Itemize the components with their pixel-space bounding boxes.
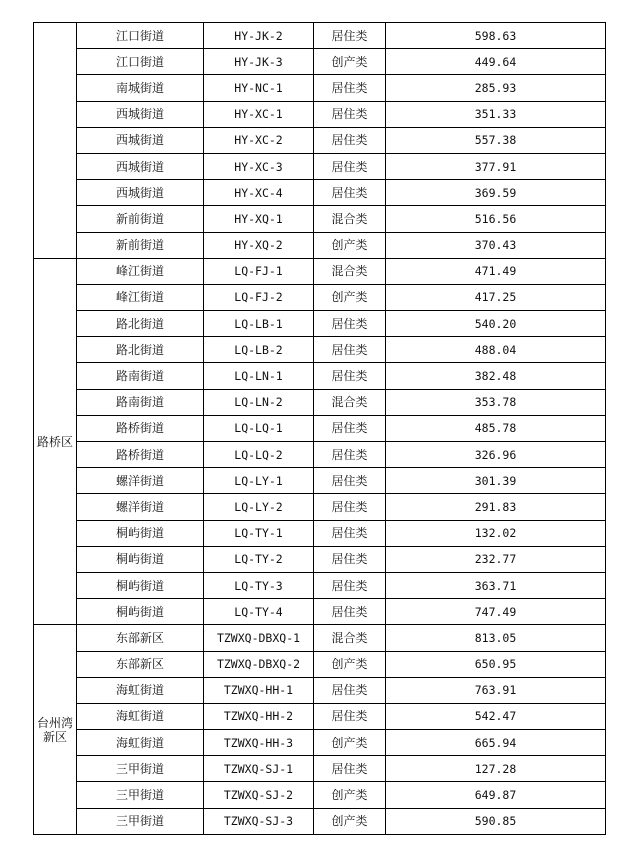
table-row	[34, 520, 606, 546]
street-cell: 东部新区	[77, 625, 204, 651]
table-body	[34, 23, 606, 835]
street-cell: 西城街道	[77, 153, 204, 179]
type-cell: 居住类	[314, 101, 386, 127]
value-cell: 417.25	[386, 284, 606, 310]
code-cell: HY-NC-1	[204, 75, 314, 101]
value-cell: 540.20	[386, 311, 606, 337]
code-cell: TZWXQ-HH-3	[204, 730, 314, 756]
value-cell: 132.02	[386, 520, 606, 546]
value-cell: 127.28	[386, 756, 606, 782]
code-cell: LQ-LB-1	[204, 311, 314, 337]
type-cell: 居住类	[314, 23, 386, 49]
type-cell: 居住类	[314, 756, 386, 782]
table-row	[34, 284, 606, 310]
table-row	[34, 546, 606, 572]
code-cell: TZWXQ-HH-2	[204, 703, 314, 729]
table-row	[34, 415, 606, 441]
value-cell: 232.77	[386, 546, 606, 572]
code-cell: LQ-TY-3	[204, 572, 314, 598]
type-cell: 居住类	[314, 468, 386, 494]
code-cell: LQ-TY-4	[204, 599, 314, 625]
street-cell: 南城街道	[77, 75, 204, 101]
table-row	[34, 180, 606, 206]
type-cell: 创产类	[314, 232, 386, 258]
table-row	[34, 75, 606, 101]
code-cell: HY-XC-2	[204, 127, 314, 153]
type-cell: 创产类	[314, 651, 386, 677]
table-row	[34, 468, 606, 494]
value-cell: 377.91	[386, 153, 606, 179]
code-cell: LQ-LY-1	[204, 468, 314, 494]
type-cell: 创产类	[314, 284, 386, 310]
code-cell: HY-XC-1	[204, 101, 314, 127]
street-cell: 桐屿街道	[77, 572, 204, 598]
street-cell: 峰江街道	[77, 258, 204, 284]
street-cell: 桐屿街道	[77, 599, 204, 625]
street-cell: 螺洋街道	[77, 468, 204, 494]
value-cell: 649.87	[386, 782, 606, 808]
code-cell: LQ-TY-1	[204, 520, 314, 546]
type-cell: 居住类	[314, 599, 386, 625]
table-row	[34, 677, 606, 703]
street-cell: 西城街道	[77, 180, 204, 206]
type-cell: 居住类	[314, 363, 386, 389]
street-cell: 三甲街道	[77, 808, 204, 834]
value-cell: 370.43	[386, 232, 606, 258]
value-cell: 665.94	[386, 730, 606, 756]
code-cell: TZWXQ-SJ-1	[204, 756, 314, 782]
code-cell: LQ-LQ-2	[204, 442, 314, 468]
street-cell: 海虹街道	[77, 677, 204, 703]
type-cell: 居住类	[314, 546, 386, 572]
type-cell: 创产类	[314, 782, 386, 808]
value-cell: 485.78	[386, 415, 606, 441]
value-cell: 557.38	[386, 127, 606, 153]
value-cell: 813.05	[386, 625, 606, 651]
value-cell: 650.95	[386, 651, 606, 677]
value-cell: 291.83	[386, 494, 606, 520]
type-cell: 居住类	[314, 442, 386, 468]
code-cell: LQ-TY-2	[204, 546, 314, 572]
type-cell: 创产类	[314, 808, 386, 834]
street-cell: 桐屿街道	[77, 520, 204, 546]
table-row	[34, 153, 606, 179]
street-cell: 螺洋街道	[77, 494, 204, 520]
table-row	[34, 337, 606, 363]
type-cell: 混合类	[314, 258, 386, 284]
type-cell: 居住类	[314, 572, 386, 598]
street-cell: 新前街道	[77, 232, 204, 258]
table-row	[34, 101, 606, 127]
street-cell: 海虹街道	[77, 703, 204, 729]
street-cell: 路桥街道	[77, 415, 204, 441]
table-row	[34, 572, 606, 598]
table-row	[34, 232, 606, 258]
table-row	[34, 703, 606, 729]
value-cell: 382.48	[386, 363, 606, 389]
value-cell: 353.78	[386, 389, 606, 415]
code-cell: TZWXQ-DBXQ-1	[204, 625, 314, 651]
street-cell: 路北街道	[77, 311, 204, 337]
value-cell: 301.39	[386, 468, 606, 494]
street-cell: 三甲街道	[77, 782, 204, 808]
street-cell: 路北街道	[77, 337, 204, 363]
street-cell: 西城街道	[77, 127, 204, 153]
code-cell: TZWXQ-SJ-3	[204, 808, 314, 834]
table-row	[34, 782, 606, 808]
data-table	[33, 22, 606, 835]
street-cell: 西城街道	[77, 101, 204, 127]
type-cell: 居住类	[314, 75, 386, 101]
table-row	[34, 127, 606, 153]
value-cell: 285.93	[386, 75, 606, 101]
street-cell: 路南街道	[77, 389, 204, 415]
code-cell: HY-XQ-1	[204, 206, 314, 232]
type-cell: 混合类	[314, 389, 386, 415]
code-cell: LQ-LB-2	[204, 337, 314, 363]
district-cell: 台州湾新区	[34, 625, 77, 835]
value-cell: 449.64	[386, 49, 606, 75]
street-cell: 峰江街道	[77, 284, 204, 310]
value-cell: 598.63	[386, 23, 606, 49]
type-cell: 居住类	[314, 520, 386, 546]
street-cell: 路南街道	[77, 363, 204, 389]
table-row	[34, 730, 606, 756]
code-cell: TZWXQ-HH-1	[204, 677, 314, 703]
table-row	[34, 442, 606, 468]
value-cell: 471.49	[386, 258, 606, 284]
table-row	[34, 389, 606, 415]
value-cell: 363.71	[386, 572, 606, 598]
type-cell: 居住类	[314, 337, 386, 363]
type-cell: 居住类	[314, 677, 386, 703]
street-cell: 新前街道	[77, 206, 204, 232]
street-cell: 路桥街道	[77, 442, 204, 468]
code-cell: HY-JK-3	[204, 49, 314, 75]
table-row	[34, 808, 606, 834]
value-cell: 326.96	[386, 442, 606, 468]
code-cell: LQ-LQ-1	[204, 415, 314, 441]
code-cell: HY-JK-2	[204, 23, 314, 49]
type-cell: 混合类	[314, 625, 386, 651]
table-row	[34, 625, 606, 651]
table-row	[34, 599, 606, 625]
table-row	[34, 49, 606, 75]
street-cell: 桐屿街道	[77, 546, 204, 572]
code-cell: TZWXQ-DBXQ-2	[204, 651, 314, 677]
code-cell: LQ-FJ-1	[204, 258, 314, 284]
table-row	[34, 258, 606, 284]
street-cell: 海虹街道	[77, 730, 204, 756]
code-cell: HY-XQ-2	[204, 232, 314, 258]
table-row	[34, 756, 606, 782]
street-cell: 三甲街道	[77, 756, 204, 782]
table-row	[34, 494, 606, 520]
type-cell: 居住类	[314, 415, 386, 441]
table-row	[34, 311, 606, 337]
code-cell: LQ-LN-2	[204, 389, 314, 415]
district-cell	[34, 23, 77, 259]
value-cell: 542.47	[386, 703, 606, 729]
type-cell: 居住类	[314, 180, 386, 206]
code-cell: TZWXQ-SJ-2	[204, 782, 314, 808]
code-cell: LQ-LY-2	[204, 494, 314, 520]
code-cell: LQ-FJ-2	[204, 284, 314, 310]
type-cell: 混合类	[314, 206, 386, 232]
code-cell: HY-XC-4	[204, 180, 314, 206]
type-cell: 居住类	[314, 153, 386, 179]
table-row	[34, 363, 606, 389]
table-row	[34, 651, 606, 677]
value-cell: 369.59	[386, 180, 606, 206]
type-cell: 居住类	[314, 494, 386, 520]
street-cell: 东部新区	[77, 651, 204, 677]
type-cell: 创产类	[314, 730, 386, 756]
type-cell: 居住类	[314, 311, 386, 337]
value-cell: 516.56	[386, 206, 606, 232]
type-cell: 居住类	[314, 703, 386, 729]
type-cell: 创产类	[314, 49, 386, 75]
value-cell: 351.33	[386, 101, 606, 127]
value-cell: 763.91	[386, 677, 606, 703]
code-cell: HY-XC-3	[204, 153, 314, 179]
type-cell: 居住类	[314, 127, 386, 153]
table-row	[34, 206, 606, 232]
street-cell: 江口街道	[77, 23, 204, 49]
value-cell: 488.04	[386, 337, 606, 363]
street-cell: 江口街道	[77, 49, 204, 75]
value-cell: 590.85	[386, 808, 606, 834]
district-cell: 路桥区	[34, 258, 77, 625]
value-cell: 747.49	[386, 599, 606, 625]
code-cell: LQ-LN-1	[204, 363, 314, 389]
table-row	[34, 23, 606, 49]
